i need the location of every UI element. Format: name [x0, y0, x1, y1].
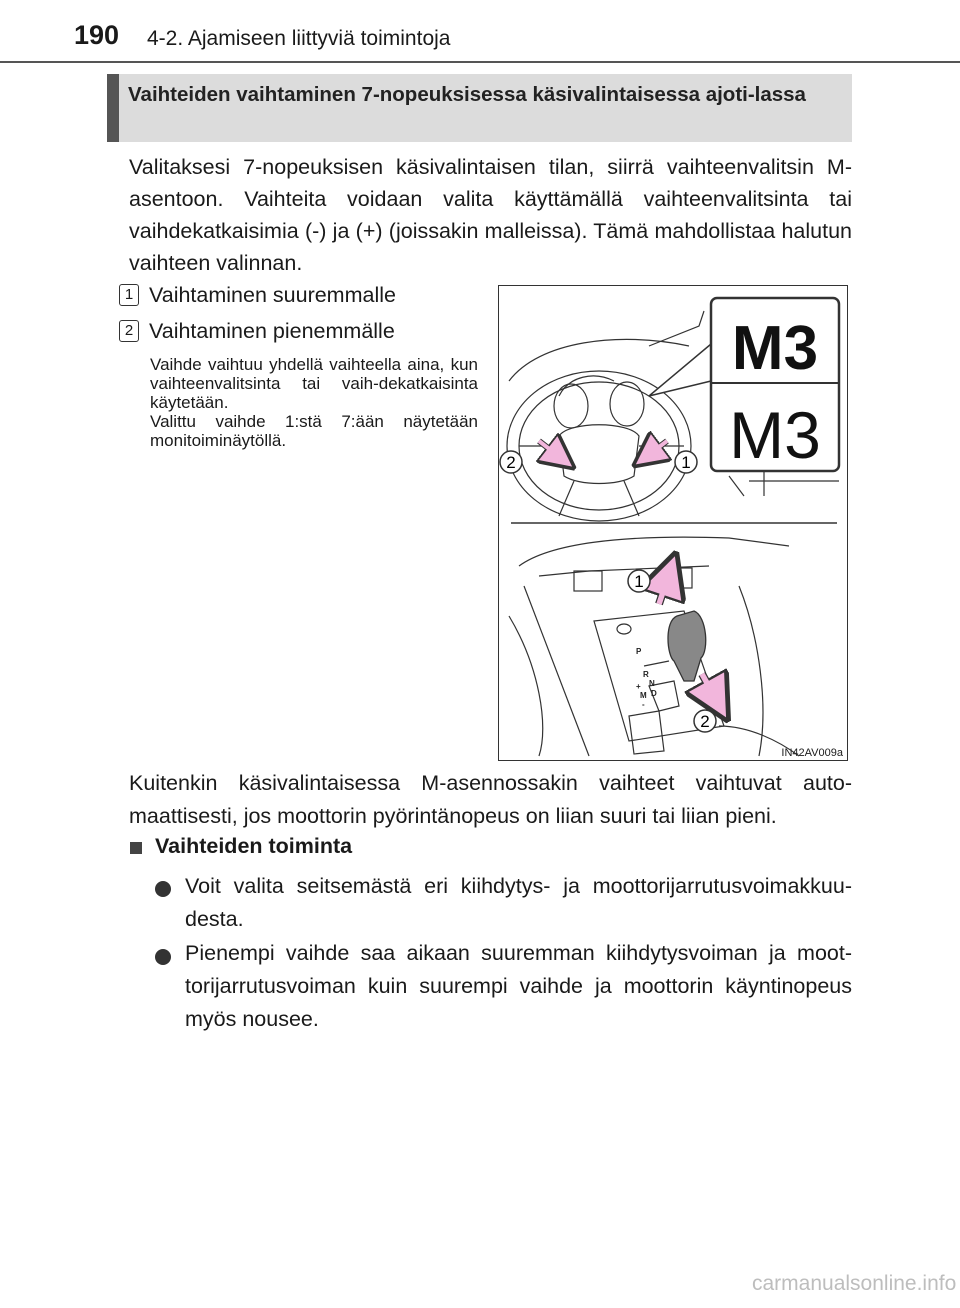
gate-label-plus: +: [636, 682, 641, 691]
callout-1: 1: [681, 453, 691, 472]
section-title: Vaihteiden vaihtaminen 7-nopeuksisessa käsivalintaisessa ajoti-lassa: [128, 83, 806, 106]
callout-pointer: [649, 344, 711, 396]
gate-label-minus: -: [642, 700, 645, 709]
header-rule: [0, 61, 960, 63]
section-title-bar: [107, 74, 119, 142]
gate-label-m: M: [640, 691, 647, 700]
bullet-dot-icon: [155, 881, 171, 897]
item-number-badge: 2: [119, 320, 139, 342]
callout-2: 2: [506, 453, 516, 472]
bullet-dot-icon: [155, 949, 171, 965]
gate-label-r: R: [643, 670, 649, 679]
console-drawing: [509, 537, 799, 756]
gate-label-n: N: [649, 679, 655, 688]
square-bullet-icon: [130, 842, 142, 854]
bullet-text: Pienempi vaihde saa aikaan suuremman kiihdytysvoiman ja moot-torijarrutusvoiman kuin suurempi vaihde ja moottorin käyntinopeus myös nousee.: [185, 941, 852, 1031]
watermark: carmanualsonline.info: [752, 1272, 957, 1295]
multi-display-panel: [711, 298, 839, 472]
shift-knob: [668, 611, 706, 681]
callout-1: 1: [634, 572, 644, 591]
item-number-badge: 1: [119, 284, 139, 306]
item-label: Vaihtaminen suuremmalle: [149, 283, 396, 307]
intro-paragraph: Valitaksesi 7-nopeuksisen käsivalintaisen tilan, siirrä vaihteenvalitsin M-asentoon. Vaihteita voidaan valita käyttämällä vaihteenvalitsinta tai vaihdekatkaisimia (-) ja (+) (joissakin malleissa). Tämä mahdollistaa halutun vaihteen valinnan.: [129, 155, 852, 275]
note-text: [150, 355, 478, 450]
gate-label-d: D: [651, 689, 657, 698]
subsection-title: Vaihteiden toiminta: [155, 834, 353, 858]
note-line: Valittu vaihde 1:stä 7:ään näytetään monitoiminäytöllä.: [150, 412, 478, 450]
shift-illustration: [498, 285, 848, 761]
display-gear-top: M3: [731, 314, 819, 383]
gate-label-p: P: [636, 647, 642, 656]
callout-2: 2: [700, 712, 710, 731]
paddle-arrow-icon: [539, 441, 561, 458]
page-number: 190: [74, 20, 120, 50]
item-label: Vaihtaminen pienemmälle: [149, 319, 395, 343]
shift-down-arrow-icon: [702, 674, 717, 701]
figure-code: IN42AV009a: [781, 747, 843, 759]
note-line: Vaihde vaihtuu yhdellä vaihteella aina, kun vaihteenvalitsinta tai vaih-dekatkaisinta käytetään.: [150, 355, 478, 412]
paddle-arrow-icon: [647, 441, 667, 456]
auto-shift-paragraph: Kuitenkin käsivalintaisessa M-asennossakin vaihteet vaihtuvat auto-maattisesti, jos moottorin pyörintänopeus on liian suuri tai liian pieni.: [129, 771, 852, 828]
illustration-svg: [499, 286, 846, 759]
chapter-title: 4-2. Ajamiseen liittyviä toimintoja: [147, 27, 451, 50]
display-gear-bottom: M3: [729, 398, 821, 472]
bullet-text: Voit valita seitsemästä eri kiihdytys- ja moottorijarrutusvoimakkuu-desta.: [185, 874, 852, 931]
